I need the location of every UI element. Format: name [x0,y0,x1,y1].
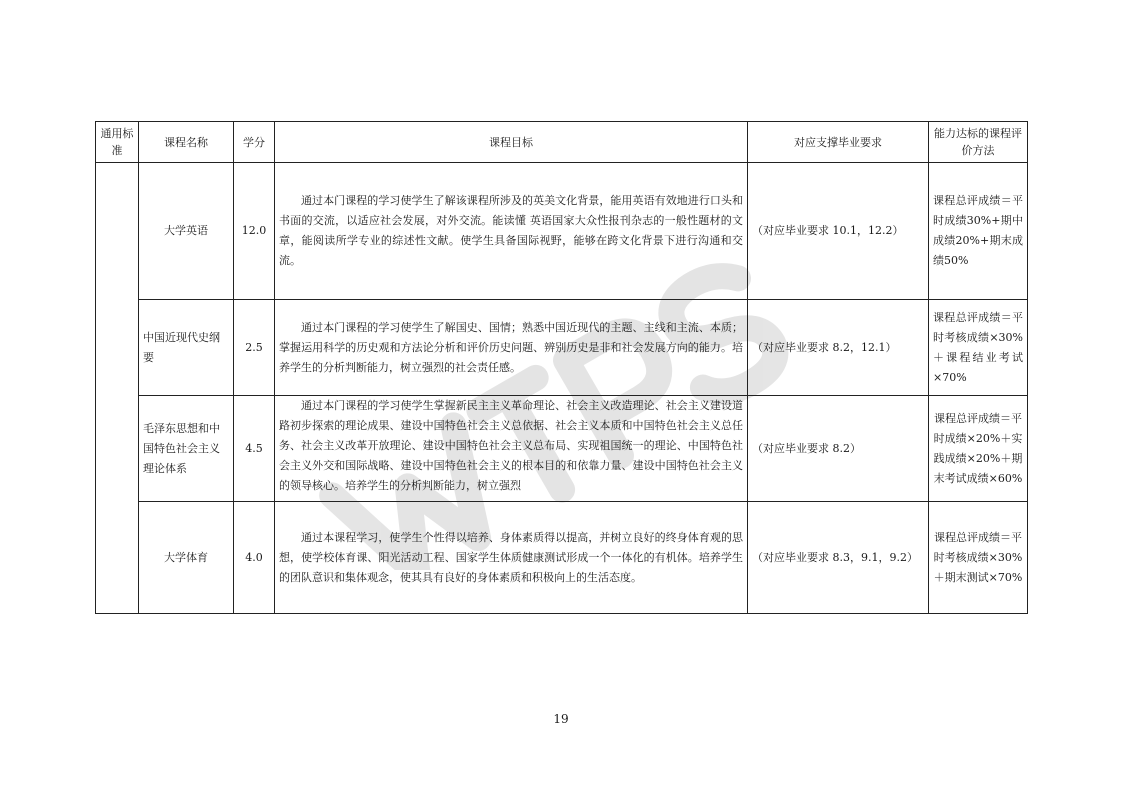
course-name: 大学体育 [139,502,234,614]
evaluation-method: 课程总评成绩＝平时考核成绩×30%＋期末测试×70% [929,502,1028,614]
course-goal [275,502,748,614]
credits: 4.0 [234,502,275,614]
support-requirement: （对应毕业要求 8.2，12.1） [748,300,929,396]
course-name: 中国近现代史纲要 [139,300,234,396]
table-header-row [96,122,1028,163]
table-row [96,300,1028,396]
header-support: 对应支撑毕业要求 [748,122,929,163]
support-requirement: （对应毕业要求 10.1，12.2） [748,163,929,300]
header-standard: 通用标准 [96,122,139,163]
support-requirement: （对应毕业要求 8.2） [748,396,929,502]
course-goal [275,300,748,396]
table-row [96,396,1028,502]
header-credits: 学分 [234,122,275,163]
evaluation-method: 课程总评成绩＝平时考核成绩×30%＋课程结业考试×70% [929,300,1028,396]
course-table [95,121,1028,614]
course-goal-text: 通过本门课程的学习使学生掌握新民主主义革命理论、社会主义改造理论、社会主义建设道路初步探索的理论成果、建设中国特色社会主义总依据、社会主义本质和中国特色社会主义总任务、社会主义改革开放理论、建设中国特色社会主义总布局、实现祖国统一的理论、中国特色社会主义外交和国际战略、建设中国特色社会主义的根本目的和依靠力量、建设中国特色社会主义的领导核心。培养学生的分析判断能力，树立强烈 [279,399,743,492]
header-course-name: 课程名称 [139,122,234,163]
course-name: 大学英语 [139,163,234,300]
table-row [96,502,1028,614]
header-evaluation: 能力达标的课程评价方法 [929,122,1028,163]
course-goal [275,163,748,300]
header-goal: 课程目标 [275,122,748,163]
course-goal-text: 通过本门课程的学习使学生了解该课程所涉及的英美文化背景，能用英语有效地进行口头和书面的交流，以适应社会发展，对外交流。能读懂 英语国家大众性报刊杂志的一般性题材的文章，能阅读所学专业的综述性文献。使学生具备国际视野，能够在跨文化背景下进行沟通和交流。 [279,194,743,267]
evaluation-method: 课程总评成绩＝平时成绩30%+期中成绩20%+期末成绩50% [929,163,1028,300]
course-goal-text: 通过本课程学习，使学生个性得以培养、身体素质得以提高，并树立良好的终身体育观的思想，使学校体育课、阳光活动工程、国家学生体质健康测试形成一个一体化的有机体。培养学生的团队意识和集体观念，使其具有良好的身体素质和积极向上的生活态度。 [279,530,743,584]
course-name: 毛泽东思想和中国特色社会主义理论体系 [139,396,234,502]
course-goal-text: 通过本门课程的学习使学生了解国史、国情；熟悉中国近现代的主题、主线和主流、本质；掌握运用科学的历史观和方法论分析和评价历史问题、辨别历史是非和社会发展方向的能力。培养学生的分析判断能力，树立强烈的社会责任感。 [279,320,743,374]
credits: 4.5 [234,396,275,502]
credits: 2.5 [234,300,275,396]
page-number: 19 [553,712,569,726]
credits: 12.0 [234,163,275,300]
support-requirement: （对应毕业要求 8.3，9.1，9.2） [748,502,929,614]
table-row [96,163,1028,300]
evaluation-method: 课程总评成绩＝平时成绩×20%＋实践成绩×20%＋期末考试成绩×60% [929,396,1028,502]
standard-cell [96,163,139,614]
course-goal [275,396,748,502]
